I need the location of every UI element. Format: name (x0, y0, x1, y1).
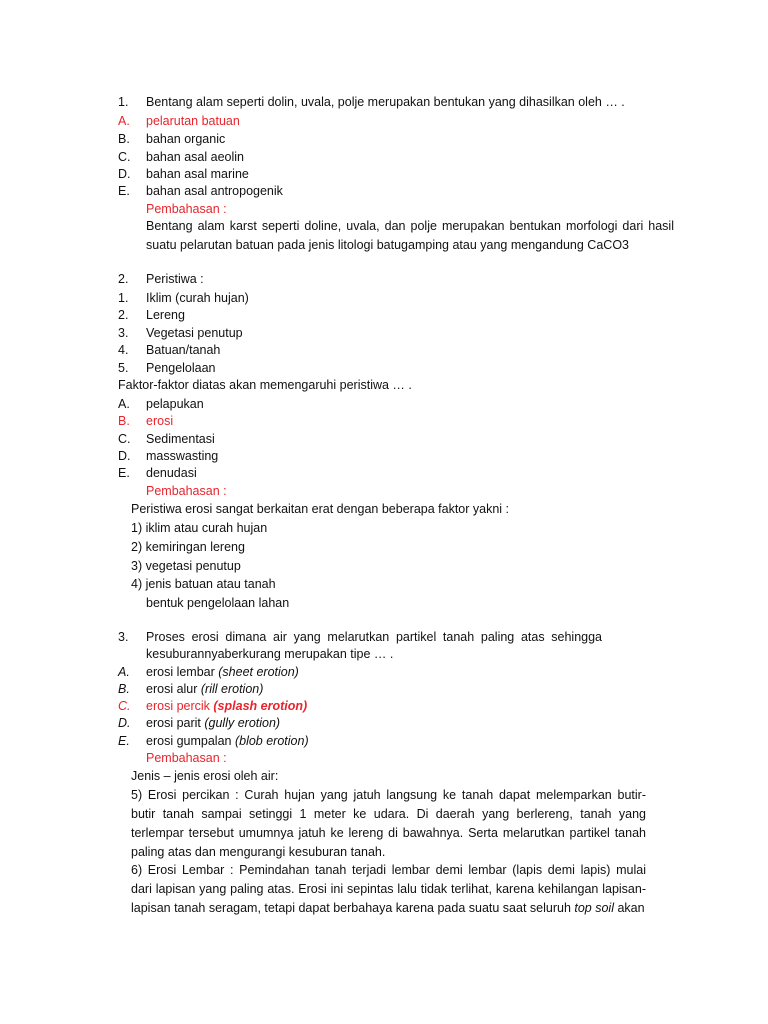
option-english: (gully erotion) (204, 716, 281, 730)
pembahasan-label: Pembahasan : (146, 202, 227, 216)
option-letter: A. (118, 114, 130, 128)
option-letter: C. (118, 150, 131, 164)
option-letter: D. (118, 449, 131, 463)
explanation-item: 4) jenis batuan atau tanah (131, 577, 276, 591)
explanation-intro: Peristiwa erosi sangat berkaitan erat dengan beberapa faktor yakni : (131, 502, 510, 516)
text-run: akan (613, 901, 645, 915)
option-letter: B. (118, 682, 130, 696)
option-letter: E. (118, 184, 130, 198)
option-english: (splash erotion) (213, 699, 308, 713)
explanation-line: butir tanah sampai setinggi 1 meter ke udara. Di daerah yang berlereng, tanah yang (131, 807, 646, 821)
question-text: kesuburannyaberkurang merupakan tipe … . (146, 647, 394, 661)
question-text: Peristiwa : (146, 272, 204, 286)
option-letter: C. (118, 432, 131, 446)
question-number: 2. (118, 272, 129, 286)
explanation-line: dari lapisan yang paling atas. Erosi ini sepintas lalu tidak terlihat, karena kehilangan lapisan- (131, 882, 646, 896)
option-letter: A. (118, 665, 130, 679)
explanation-line: suatu pelarutan batuan pada jenis litologi batugamping atau yang mengandung CaCO3 (146, 238, 629, 252)
pembahasan-label: Pembahasan : (146, 751, 227, 765)
explanation-line: terlempar tersebut umumnya jatuh ke lereng di bawahnya. Serta melarutkan partikel tanah (131, 826, 646, 840)
option-correct: erosi (146, 414, 174, 428)
pembahasan-label: Pembahasan : (146, 484, 227, 498)
factor-number: 2. (118, 308, 129, 322)
option-term: erosi alur (146, 682, 201, 696)
question-text: Bentang alam seperti dolin, uvala, polje merupakan bentukan yang dihasilkan oleh … . (146, 95, 625, 109)
factor-text: Iklim (curah hujan) (146, 291, 249, 305)
option-text: bahan asal aeolin (146, 150, 244, 164)
option-english: (blob erotion) (234, 734, 309, 748)
option-text (146, 733, 309, 749)
option-text: bahan organic (146, 132, 226, 146)
explanation-line: 6) Erosi Lembar : Pemindahan tanah terjadi lembar demi lembar (lapis demi lapis) mulai (131, 863, 646, 877)
option-english: (rill erotion) (200, 682, 264, 696)
option-letter: B. (118, 414, 130, 428)
option-letter: E. (118, 734, 130, 748)
option-term: erosi parit (146, 716, 205, 730)
option-text (146, 664, 299, 680)
explanation-line (131, 900, 645, 916)
option-term: erosi percik (146, 699, 214, 713)
option-text (146, 681, 263, 697)
text-run: lapisan tanah seragam, tetapi dapat berbahaya karena pada suatu saat seluruh (131, 901, 575, 915)
explanation-item: 3) vegetasi penutup (131, 559, 241, 573)
question-text: Proses erosi dimana air yang melarutkan partikel tanah paling atas sehingga (146, 630, 602, 644)
factor-text: Pengelolaan (146, 361, 216, 375)
option-letter: A. (118, 397, 130, 411)
option-term: erosi lembar (146, 665, 219, 679)
explanation-line: 5) Erosi percikan : Curah hujan yang jatuh langsung ke tanah dapat melemparkan butir- (131, 788, 646, 802)
explanation-item: bentuk pengelolaan lahan (146, 596, 290, 610)
option-term: erosi gumpalan (146, 734, 235, 748)
question-number: 3. (118, 630, 129, 644)
factor-number: 5. (118, 361, 129, 375)
option-text: masswasting (146, 449, 219, 463)
option-letter: D. (118, 167, 131, 181)
factor-text: Batuan/tanah (146, 343, 221, 357)
explanation-item: 2) kemiringan lereng (131, 540, 245, 554)
option-correct (146, 698, 307, 714)
option-letter: B. (118, 132, 130, 146)
factor-text: Lereng (146, 308, 185, 322)
option-english: (sheet erotion) (218, 665, 299, 679)
explanation-line: Bentang alam karst seperti doline, uvala, dan polje merupakan bentukan morfologi dari hasil (146, 219, 674, 233)
factor-number: 3. (118, 326, 129, 340)
factor-number: 1. (118, 291, 129, 305)
question-tail: Faktor-faktor diatas akan memengaruhi peristiwa … . (118, 378, 412, 392)
option-letter: E. (118, 466, 130, 480)
option-text: denudasi (146, 466, 197, 480)
option-text: Sedimentasi (146, 432, 215, 446)
option-text (146, 715, 280, 731)
factor-number: 4. (118, 343, 129, 357)
text-run-italic: top soil (574, 901, 614, 915)
option-letter: C. (118, 699, 131, 713)
option-text: bahan asal marine (146, 167, 249, 181)
option-text: bahan asal antropogenik (146, 184, 283, 198)
explanation-line: paling atas dan mengurangi kesuburan tanah. (131, 845, 386, 859)
option-correct: pelarutan batuan (146, 114, 240, 128)
explanation-intro: Jenis – jenis erosi oleh air: (131, 769, 279, 783)
option-letter: D. (118, 716, 131, 730)
question-number: 1. (118, 95, 129, 109)
factor-text: Vegetasi penutup (146, 326, 243, 340)
option-text: pelapukan (146, 397, 204, 411)
explanation-item: 1) iklim atau curah hujan (131, 521, 268, 535)
